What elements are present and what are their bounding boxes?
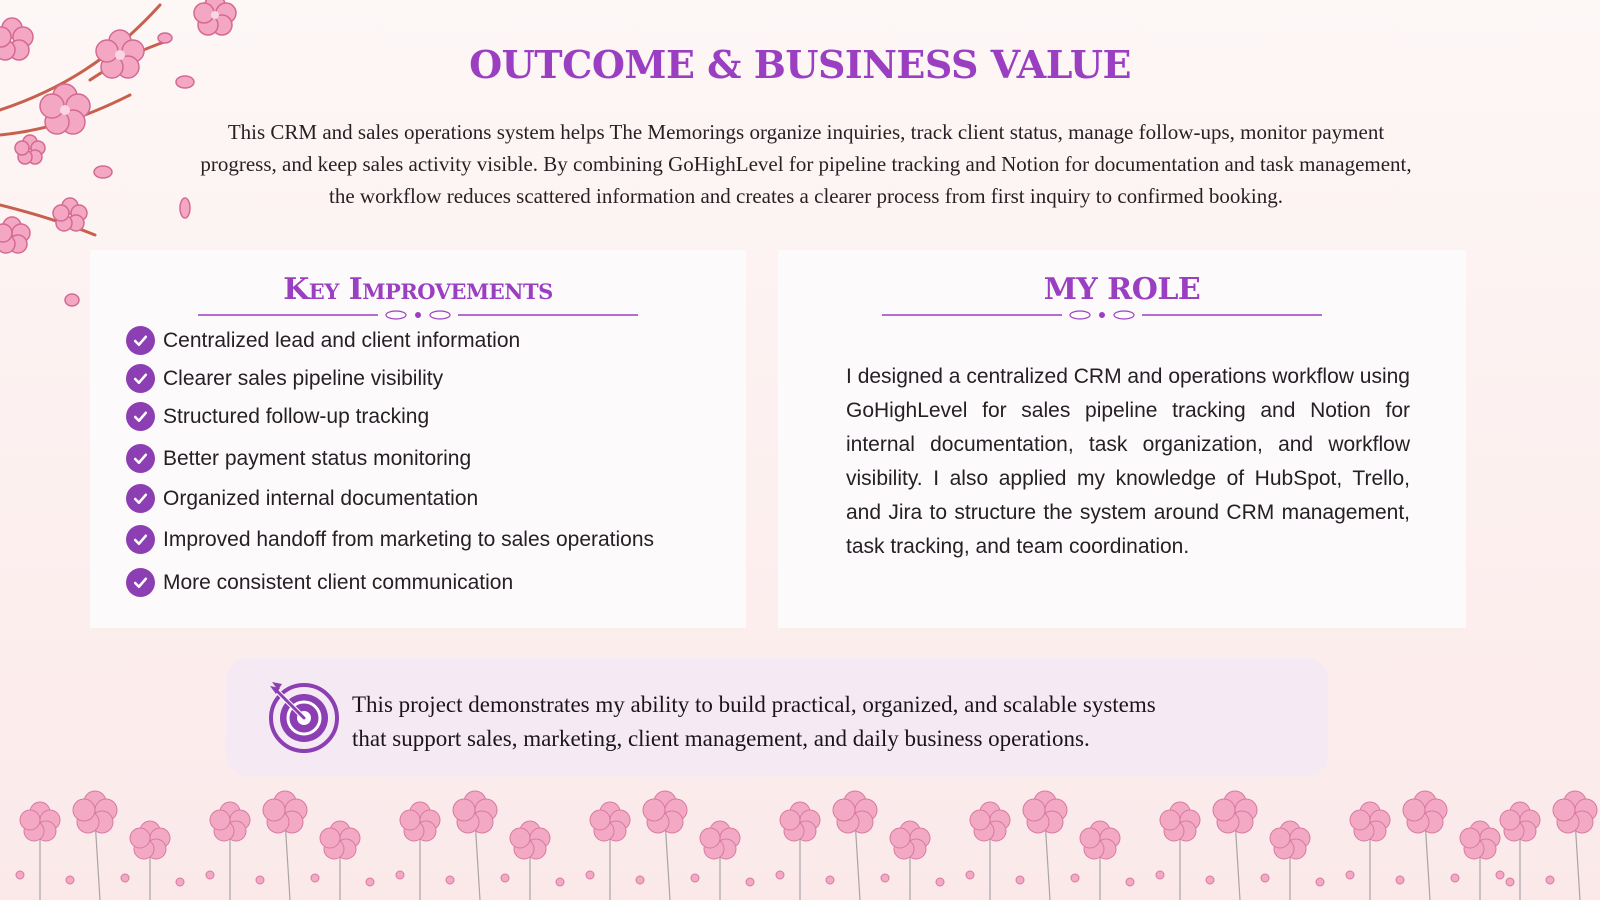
list-item-label: Clearer sales pipeline visibility <box>163 366 444 390</box>
list-item-label: Organized internal documentation <box>163 486 479 510</box>
my-role-text: I designed a centralized CRM and operations workflow using GoHighLevel for sales pipeline tracking and Notion for internal documentation, task organization, and workflow visibility. I also applied my knowledge of HubSpot, Trello, and Jira to structure the system around CRM management, task tracking, and team coordination. <box>846 365 1410 558</box>
summary-line-2: that support sales, marketing, client management, and daily business operations. <box>352 726 1090 751</box>
summary-banner <box>226 658 1328 776</box>
list-item-label: More consistent client communication <box>163 570 514 594</box>
list-item <box>126 568 746 597</box>
flower-border-decoration <box>0 790 1600 900</box>
list-item <box>126 402 746 431</box>
my-role-card <box>778 250 1466 628</box>
check-circle-icon <box>126 364 155 393</box>
intro-paragraph: This CRM and sales operations system helps The Memorings organize inquiries, track client status, manage follow-ups, monitor payment progress, and keep sales activity visible. By combining GoHighLevel for pipeline tracking and Notion for documentation and task management, the workflow reduces scattered information and creates a clearer process from first inquiry to confirmed booking. <box>200 120 1412 208</box>
list-item-label: Centralized lead and client information <box>163 328 521 352</box>
key-improvements-title: Key Improvements <box>283 272 553 307</box>
my-role-title: MY ROLE <box>1043 272 1201 307</box>
list-item <box>126 326 746 355</box>
list-item <box>126 364 746 393</box>
ornament-divider <box>882 308 1322 322</box>
check-circle-icon <box>126 444 155 473</box>
key-improvements-card <box>90 250 746 628</box>
list-item <box>126 525 746 554</box>
check-circle-icon <box>126 568 155 597</box>
check-circle-icon <box>126 402 155 431</box>
list-item <box>126 444 746 473</box>
list-item-label: Structured follow-up tracking <box>163 404 430 428</box>
ornament-divider <box>198 308 638 322</box>
list-item-label: Improved handoff from marketing to sales operations <box>163 527 655 551</box>
target-icon <box>266 680 340 754</box>
check-circle-icon <box>126 326 155 355</box>
page-title: OUTCOME & BUSINESS VALUE <box>469 42 1131 87</box>
summary-line-1: This project demonstrates my ability to build practical, organized, and scalable systems <box>352 692 1156 717</box>
list-item <box>126 484 746 513</box>
check-circle-icon <box>126 525 155 554</box>
check-circle-icon <box>126 484 155 513</box>
summary-text <box>352 688 1292 756</box>
list-item-label: Better payment status monitoring <box>163 446 472 470</box>
